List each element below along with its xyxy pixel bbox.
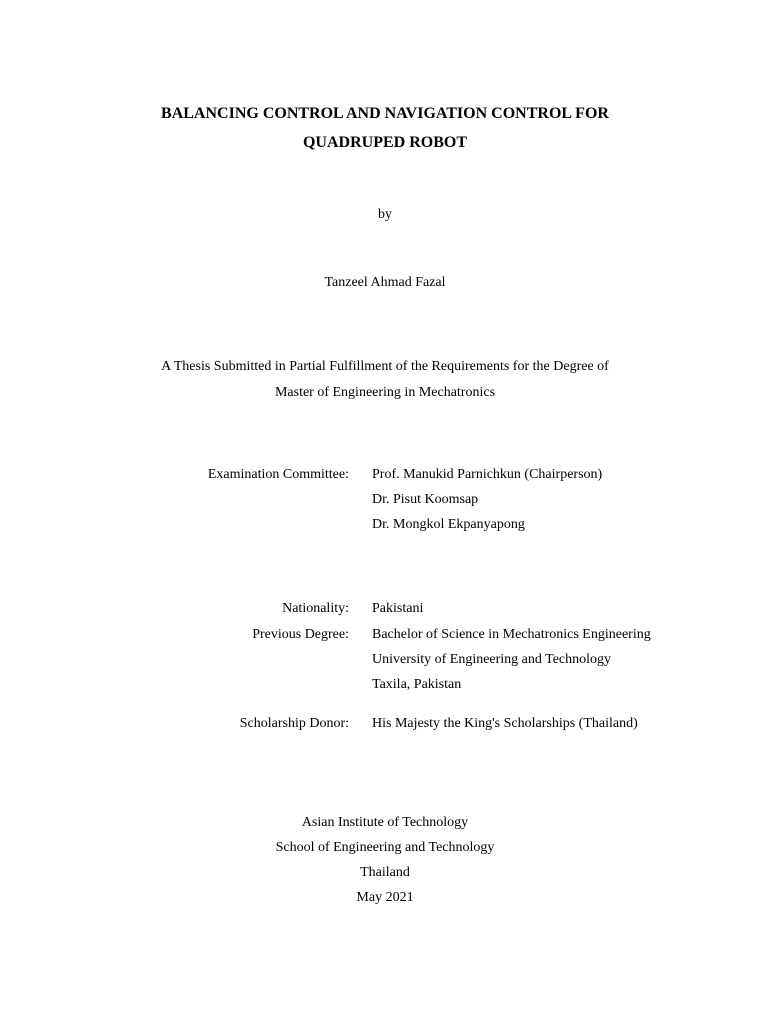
- committee-member-1: Prof. Manukid Parnichkun (Chairperson): [372, 467, 603, 482]
- previous-degree-line-3: Taxila, Pakistan: [372, 677, 462, 692]
- submission-date: May 2021: [356, 890, 414, 905]
- committee-label: Examination Committee:: [207, 467, 349, 482]
- by-text: by: [378, 207, 392, 222]
- nationality-value: Pakistani: [372, 601, 424, 616]
- thesis-statement-line-1: A Thesis Submitted in Partial Fulfillment of the Requirements for the Degree of: [161, 359, 609, 374]
- thesis-title-line-2: QUADRUPED ROBOT: [302, 134, 467, 151]
- nationality-label: Nationality:: [282, 601, 349, 616]
- institution-school: School of Engineering and Technology: [275, 840, 495, 855]
- scholarship-label: Scholarship Donor:: [239, 716, 349, 731]
- thesis-title-line-1: BALANCING CONTROL AND NAVIGATION CONTROL FOR: [161, 105, 609, 122]
- committee-member-3: Dr. Mongkol Ekpanyapong: [372, 517, 525, 532]
- author-name: Tanzeel Ahmad Fazal: [324, 275, 446, 290]
- previous-degree-label: Previous Degree:: [252, 627, 349, 642]
- committee-member-2: Dr. Pisut Koomsap: [372, 492, 479, 507]
- scholarship-value: His Majesty the King's Scholarships (Thailand): [372, 716, 638, 731]
- thesis-statement-line-2: Master of Engineering in Mechatronics: [274, 385, 496, 400]
- institution-name: Asian Institute of Technology: [301, 815, 469, 830]
- institution-country: Thailand: [360, 865, 410, 880]
- previous-degree-line-2: University of Engineering and Technology: [372, 652, 612, 667]
- previous-degree-line-1: Bachelor of Science in Mechatronics Engineering: [372, 627, 651, 642]
